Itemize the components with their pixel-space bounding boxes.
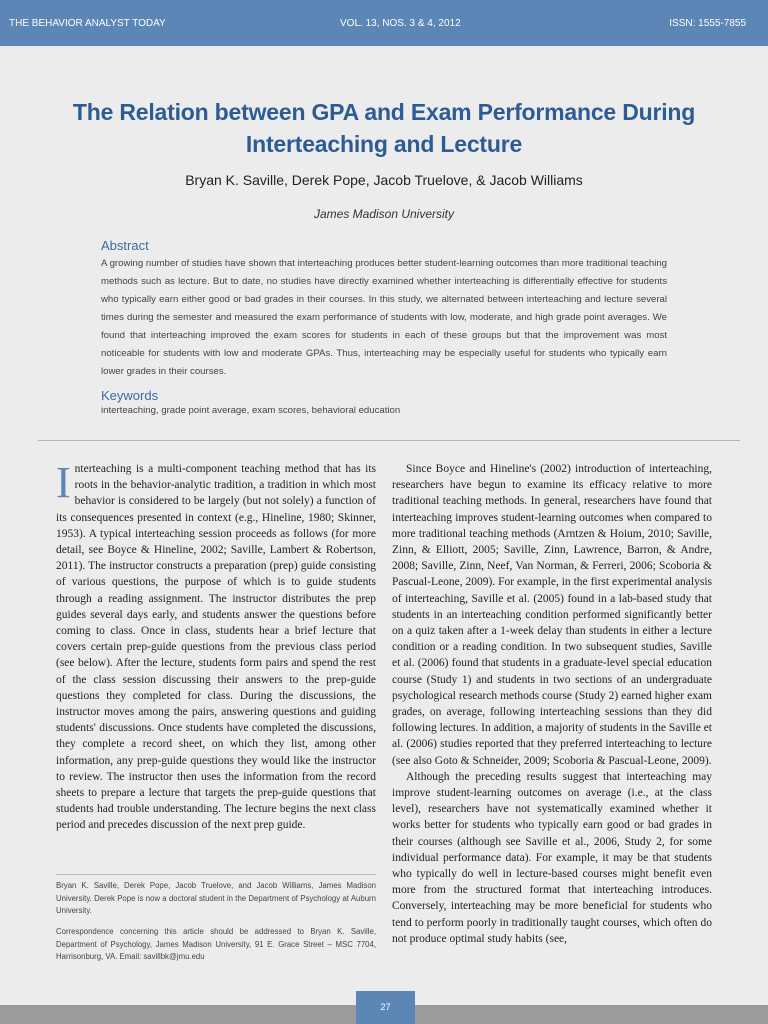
section-divider — [38, 440, 740, 441]
keywords-text: interteaching, grade point average, exam scores, behavioral education — [101, 405, 401, 416]
author-list: Bryan K. Saville, Derek Pope, Jacob Truelove, & Jacob Williams — [185, 172, 583, 188]
abstract-heading: Abstract — [101, 238, 149, 253]
affiliation: James Madison University — [313, 207, 455, 221]
abstract-text: A growing number of studies have shown that interteaching produces better student-learning outcomes than more traditional teaching methods such as lecture. But to date, no studies have directly examined whether interteaching is differentially effective for students who typically earn either good or bad grades in their courses. In this study, we alternated between interteaching and lecture several times during the semester and measured the exam performance of students with low, moderate, and high grade point averages. We found that interteaching improved the exam scores for students in each of these groups but that the improvement was most noticeable for students with low and moderate GPAs. Thus, interteaching may be especially useful for students who typically earn lower grades in their courses. — [101, 258, 667, 377]
left-column-text: nterteaching is a multi-component teaching method that has its roots in the behavior-analytic tradition, a tradition in which most behavior is considered to be largely (but not solely) a function of its consequences presented in context (e.g., Hineline, 1980; Skinner, 1953). A typical interteaching session proceeds as follows (for more detail, see Boyce & Hineline, 2002; Saville, Lambert & Robertson, 2011). The instructor constructs a preparation (prep) guide consisting of various questions, the purpose of which is to guide students through a reading assignment. The instructor distributes the prep guides several days early, and students answer the questions before coming to class. Once in class, students hear a brief lecture that covers certain prep-guide questions from the previous class period (see below). After the lecture, students form pairs and spend the rest of the class session discussing their answers to the prep-guide questions they completed for class. During the discussions, the instructor moves among the pairs, answering questions and guiding students' discussions. Once students have completed the discussions, they complete a record sheet, on which they list, among other information, any prep-guide questions they would like the instructor to review. The instructor then uses the information from the record sheets to prepare a lecture that targets the prep-guide questions that students had trouble understanding. The lecture begins the next class period and precedes discussion of the next prep guide. — [56, 463, 376, 832]
issn: ISSN: 1555-7855 — [669, 18, 746, 29]
article-title: The Relation between GPA and Exam Performance During Interteaching and Lecture — [72, 99, 696, 157]
author-note: Bryan K. Saville, Derek Pope, Jacob Truelove, and Jacob Williams, James Madison University. Derek Pope is now a doctoral student in the Department of Psychology at Auburn University. — [56, 881, 376, 916]
drop-cap: I — [56, 458, 71, 507]
footnote-divider — [56, 874, 376, 875]
correspondence-note: Correspondence concerning this article should be addressed to Bryan K. Saville, Department of Psychology, James Madison University, 91 E. Grace Street – MSC 7704, Harrisonburg, VA. Email: savillbk@jmu.edu — [56, 927, 376, 962]
body-paragraph: Although the preceding results suggest that interteaching may improve student-learning outcomes on average (i.e., at the class level), researchers have not systematically examined whether it works better for students who typically earn good or bad grades in their courses (although see Saville et al., 2006, Study 2, for some individual performance data). For example, it may be that students who typically do well in lecture-based courses might benefit even more from the structured format that interteaching introduces. Conversely, interteaching may be more beneficial for students who tend to perform poorly in traditionally taught courses, which often do not produce optimal study habits (see, — [392, 770, 712, 945]
journal-name: THE BEHAVIOR ANALYST TODAY — [9, 18, 166, 29]
body-paragraph — [56, 458, 376, 834]
body-paragraph: Since Boyce and Hineline's (2002) introduction of interteaching, researchers have begun to examine its efficacy relative to more traditional teaching methods. In general, researchers have found that interteaching improves student-learning outcomes when compared to more traditional teaching methods (Arntzen & Hoium, 2010; Saville, Zinn, & Elliott, 2005; Saville, Zinn, Lawrence, Barron, & Andre, 2008; Saville, Zinn, Neef, Van Norman, & Ferreri, 2006; Scoboria & Pascual-Leone, 2009). For example, in the first experimental analysis of interteaching, Saville et al. (2005) found in a lab-based study that students in an interteaching condition performed significantly better on a quiz taken after a 1-week delay than students in either a lecture condition or a reading condition. In two subsequent studies, Saville et al. (2006) found that students in a graduate-level special education course (Study 1) and students in two sections of an undergraduate psychological research methods course (Study 2) earned higher exam grades, on average, following interteaching sessions than they did following lectures. In addition, a majority of students in the Saville et al. (2006) studies reported that they preferred interteaching to lecture (see also Goto & Schneider, 2009; Scoboria & Pascual-Leone, 2009). — [392, 463, 712, 767]
journal-header-bar — [0, 0, 768, 46]
volume-info: VOL. 13, NOS. 3 & 4, 2012 — [340, 18, 461, 29]
body-left-column — [56, 458, 376, 834]
page-number: 27 — [356, 991, 415, 1024]
body-right-column — [392, 461, 712, 947]
keywords-heading: Keywords — [101, 388, 159, 403]
